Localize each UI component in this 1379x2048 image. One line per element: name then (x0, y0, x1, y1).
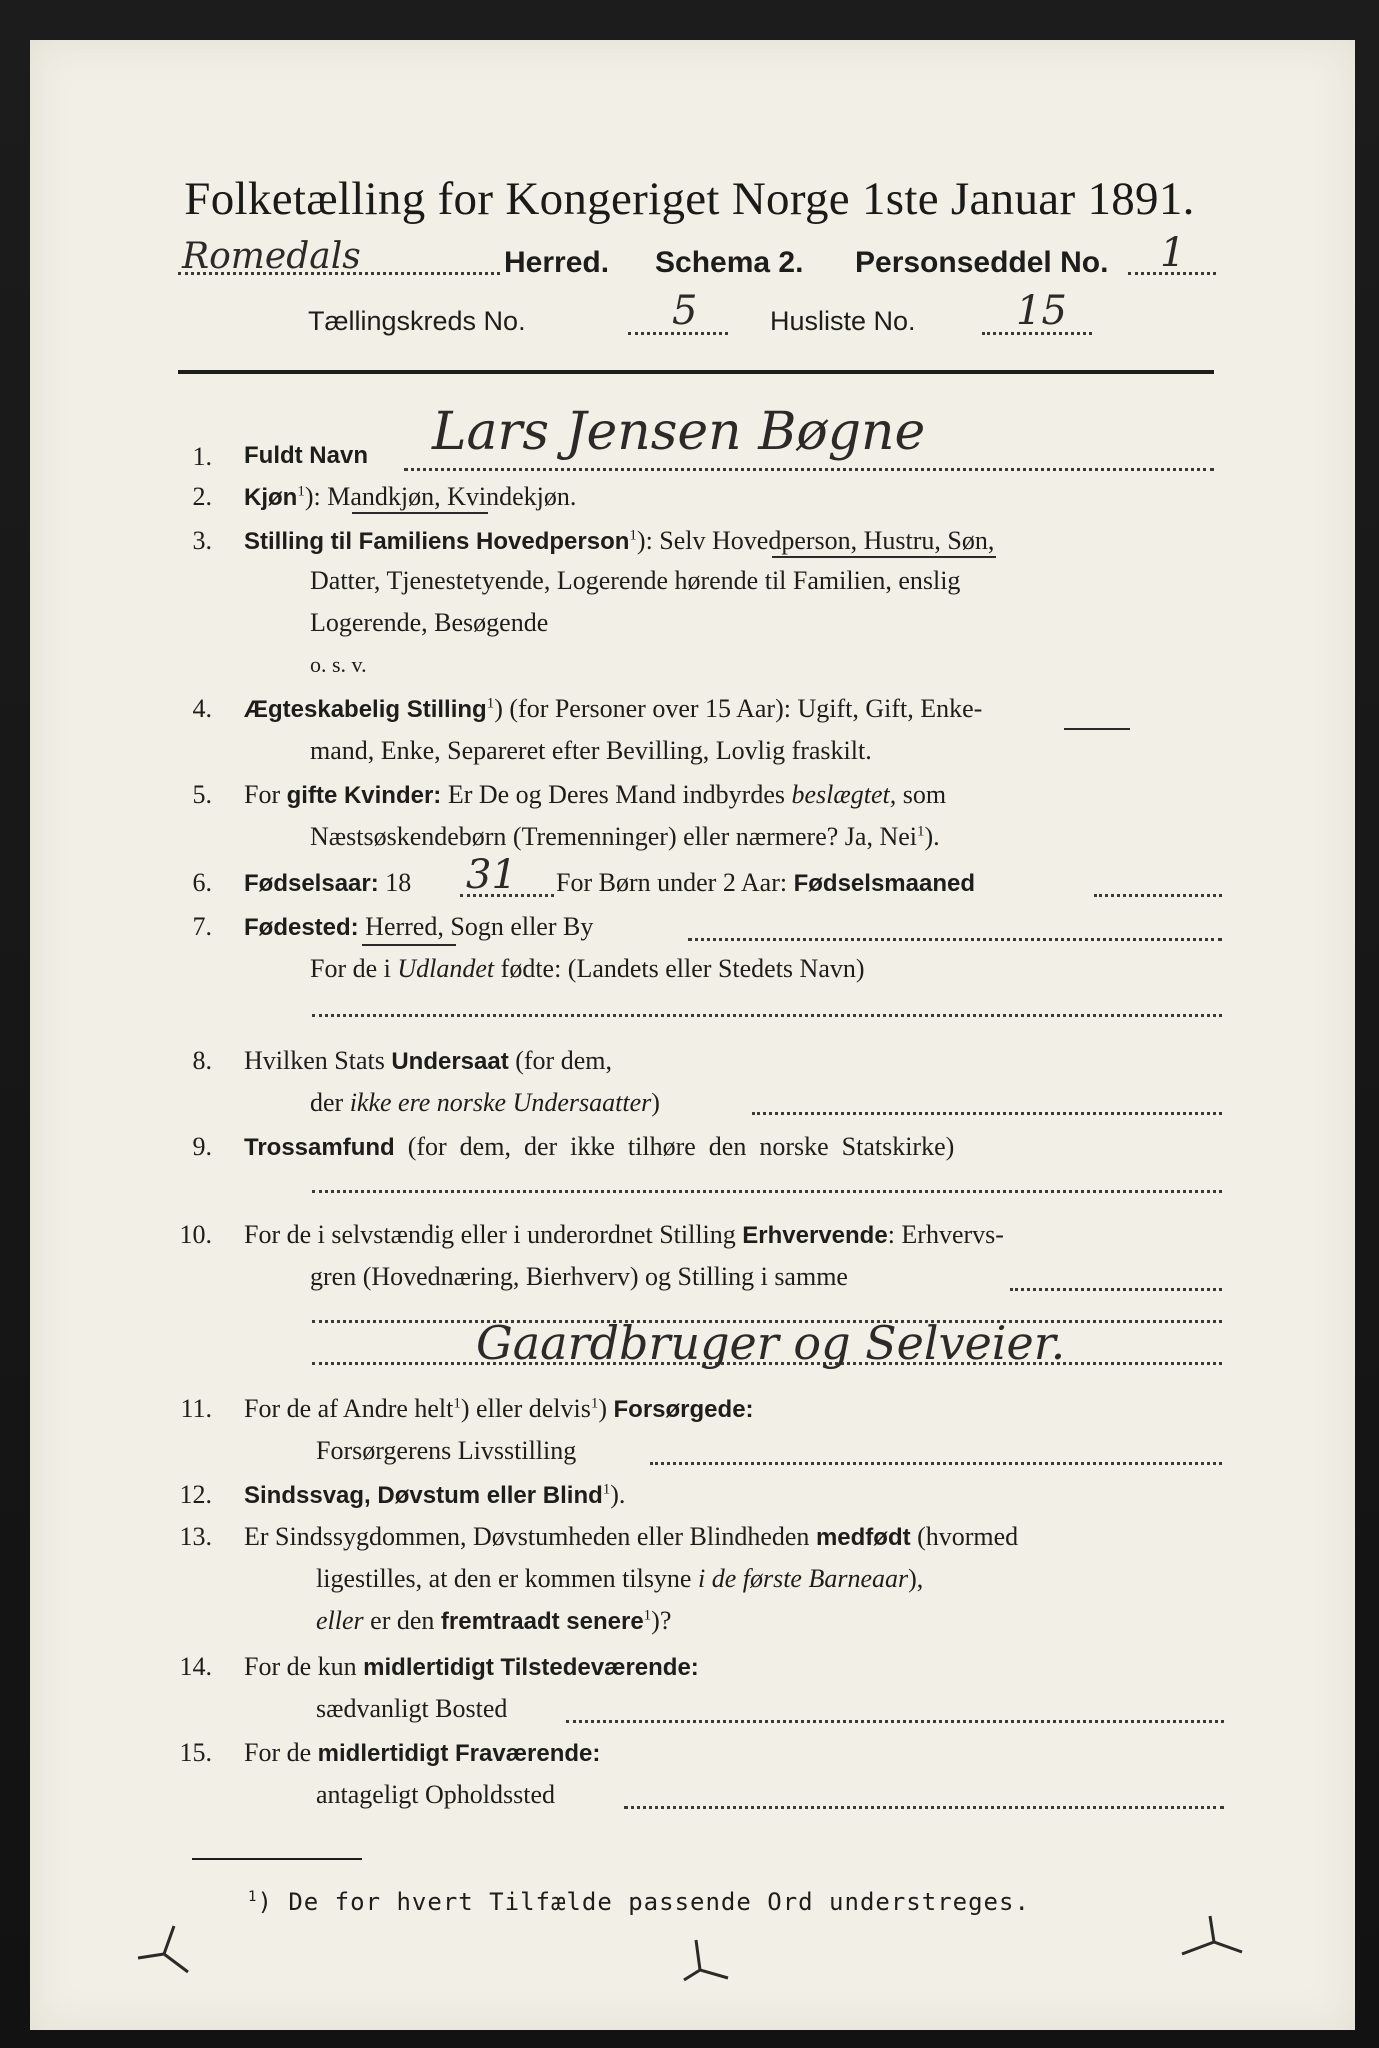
q13-sup: 1 (643, 1607, 652, 1624)
q13-line2-italic: i de første Barneaar (697, 1564, 909, 1593)
q4-line1 (244, 694, 982, 724)
q3-option-selected: Selv Hovedperson (659, 526, 851, 555)
q14-pre: For de kun (244, 1652, 364, 1681)
kreds-label: Tællingskreds No. (308, 306, 526, 336)
q6-number: 6. (192, 868, 212, 897)
q6-text: For Børn under 2 Aar: (556, 868, 794, 897)
q2-number: 2. (192, 482, 212, 511)
personseddel-label: Personseddel No. (855, 246, 1109, 279)
q14-label: midlertidigt Tilstedeværende: (363, 1654, 699, 1681)
q6-prefix: 18 (378, 868, 412, 897)
q7-line2-post: fødte: (Landets eller Stedets Navn) (494, 954, 865, 983)
q12-text: ). (610, 1480, 626, 1509)
q13-number: 13. (179, 1522, 212, 1551)
census-form-page (30, 40, 1355, 2030)
q9-line (244, 1132, 954, 1162)
q4-label: Ægteskabelig Stilling (244, 696, 487, 723)
q10-pre: For de i selvstændig eller i underordnet Stilling (244, 1220, 743, 1249)
q8-line2-italic: ikke ere norske Undersaatter (349, 1088, 652, 1117)
q4-rest: Enke- (913, 694, 983, 723)
q13-line3-post: )? (651, 1606, 672, 1635)
q5-line2 (310, 822, 940, 852)
q12-label: Sindssvag, Døvstum eller Blind (244, 1482, 603, 1509)
q14-line2: sædvanligt Bosted (316, 1694, 508, 1723)
q3-selected-underline (772, 556, 996, 558)
q1-label: Fuldt Navn (244, 442, 368, 469)
q3-label: Stilling til Familiens Hovedperson (244, 528, 630, 555)
q11-sup1: 1 (453, 1395, 461, 1412)
q8-line1 (244, 1046, 612, 1076)
q11-pre: For de af Andre helt (244, 1394, 454, 1423)
q4-selected-underline (1064, 728, 1130, 730)
header-rule (178, 370, 1214, 374)
q3-line1 (244, 526, 994, 556)
q9-number: 9. (192, 1132, 212, 1161)
q2-line (244, 482, 576, 512)
q1-dots (404, 468, 1214, 471)
q2-option-kvindekjon: , Kvindekjøn. (434, 482, 577, 511)
q3-line3: Logerende, Besøgende (310, 608, 549, 637)
q8-line2-pre: der (310, 1088, 350, 1117)
q8-number: 8. (192, 1046, 212, 1075)
q7-selected-underline (362, 944, 456, 946)
q8-text: (for dem, (508, 1046, 612, 1075)
q2-text: ): (304, 482, 328, 511)
q13-line3-pre: er den (363, 1606, 441, 1635)
q4-sup: 1 (486, 695, 495, 712)
footnote (248, 1888, 1030, 1916)
q13-line3 (316, 1606, 671, 1636)
q3-rest: , Hustru, Søn, (850, 526, 995, 555)
footnote-rule (192, 1858, 362, 1860)
q4-text: ) (for Personer over 15 Aar): Ugift, (494, 694, 866, 723)
q5-text2: som (896, 780, 947, 809)
q3-number: 3. (192, 526, 212, 555)
q14-line1 (244, 1652, 699, 1682)
q12-sup: 1 (602, 1481, 611, 1498)
footnote-text: ) De for hvert Tilfælde passende Ord understreges. (257, 1888, 1030, 1916)
corner-mark-left (130, 1918, 200, 1978)
q5-sup: 1 (917, 823, 925, 840)
q2-selected-underline (352, 512, 488, 514)
q10-line2: gren (Hovednæring, Bierhverv) og Stilling i samme (310, 1262, 848, 1291)
q13-line3-label: fremtraadt senere (440, 1608, 644, 1635)
q7-line2 (310, 954, 865, 984)
q10-value: Gaardbruger og Selveier. (476, 1316, 1066, 1370)
q7-number: 7. (192, 912, 212, 941)
q11-dots (650, 1462, 1222, 1465)
q7-option-selected: Herred, (365, 912, 444, 941)
q13-line2 (316, 1564, 923, 1594)
q15-number: 15. (179, 1738, 212, 1767)
q4-line2: mand, Enke, Separeret efter Bevilling, Lovlig fraskilt. (310, 736, 872, 765)
q11-line2: Forsørgerens Livsstilling (316, 1436, 577, 1465)
q7-text: Sogn eller By (443, 912, 594, 941)
q8-pre: Hvilken Stats (244, 1046, 392, 1075)
q2-sup: 1 (297, 483, 305, 500)
q11-sup2: 1 (590, 1395, 599, 1412)
q13-label: medfødt (815, 1524, 911, 1551)
footnote-sup: 1 (248, 1889, 258, 1905)
corner-mark-middle (676, 1934, 746, 1984)
q7-dots (688, 938, 1222, 941)
kreds-value: 5 (672, 288, 698, 334)
q12-line (244, 1480, 625, 1510)
q10-line2-dots (1010, 1288, 1222, 1291)
q2-label: Kjøn (244, 484, 298, 511)
q3-sup: 1 (629, 527, 637, 544)
q13-line1 (244, 1522, 1018, 1552)
q3-line2: Datter, Tjenestetyende, Logerende hørende til Familien, enslig (310, 566, 961, 595)
q5-number: 5. (192, 780, 212, 809)
q13-pre: Er Sindssygdommen, Døvstumheden eller Blindheden (244, 1522, 816, 1551)
q2-option-mandkjon: Mandkjøn (327, 482, 435, 511)
q7-answer-dots (312, 1014, 1222, 1017)
q5-line2-end: ). (924, 822, 940, 851)
q10-label: Erhvervende (742, 1222, 888, 1249)
q7-label: Fødested: (244, 914, 359, 941)
q3-line4: o. s. v. (310, 652, 367, 677)
q7-line2-italic: Udlandet (397, 954, 495, 983)
q11-number: 11. (180, 1394, 212, 1423)
schema-label: Schema 2. (655, 246, 804, 279)
q8-line2 (310, 1088, 660, 1118)
q8-line2-post: ) (651, 1088, 660, 1117)
q14-dots (566, 1720, 1224, 1723)
q9-label: Trossamfund (244, 1134, 395, 1161)
q6-month-dots (1094, 894, 1222, 897)
q5-text-italic: beslægtet, (791, 780, 897, 809)
q14-number: 14. (179, 1652, 212, 1681)
q6-label2: Fødselsmaaned (793, 870, 975, 897)
q11-mid: ) eller delvis (460, 1394, 591, 1423)
herred-value: Romedals (182, 236, 361, 277)
q13-text: (hvormed (910, 1522, 1019, 1551)
q5-line2-text: Næstsøskendebørn (Tremenninger) eller nærmere? Ja, Nei (310, 822, 917, 851)
q5-line1 (244, 780, 946, 810)
q8-label: Undersaat (391, 1048, 509, 1075)
q10-number: 10. (179, 1220, 212, 1249)
q4-option-selected: Gift, (865, 694, 914, 723)
q8-dots (752, 1112, 1222, 1115)
husliste-label: Husliste No. (770, 306, 916, 336)
q11-post: ) (598, 1394, 614, 1423)
q15-dots (624, 1806, 1224, 1809)
husliste-value: 15 (1016, 288, 1067, 334)
q6-label: Fødselsaar: (244, 870, 379, 897)
q11-line1 (244, 1394, 754, 1424)
q5-label: gifte Kvinder: (286, 782, 442, 809)
q7-line2-pre: For de i (310, 954, 398, 983)
q9-answer-dots (312, 1190, 1222, 1193)
q9-text: (for dem, der ikke tilhøre den norske Statskirke) (394, 1132, 955, 1161)
q13-line2-post: ), (908, 1564, 924, 1593)
q15-line1 (244, 1738, 600, 1768)
q7-line1 (244, 912, 593, 942)
q4-number: 4. (192, 694, 212, 723)
q6-line-rest (556, 868, 975, 898)
q10-line1 (244, 1220, 1004, 1250)
q1-number: 1. (192, 442, 212, 471)
personseddel-value: 1 (1160, 230, 1186, 276)
q13-line3-italic: eller (316, 1606, 364, 1635)
q5-label-pre: For (244, 780, 287, 809)
q15-label: midlertidigt Fraværende: (317, 1740, 601, 1767)
q6-value: 31 (466, 852, 517, 898)
q1-value: Lars Jensen Bøgne (432, 402, 926, 462)
q15-line2: antageligt Opholdssted (316, 1780, 556, 1809)
q12-number: 12. (179, 1480, 212, 1509)
form-title: Folketælling for Kongeriget Norge 1ste Januar 1891. (184, 173, 1195, 225)
q6-line (244, 868, 411, 898)
q13-line2-pre: ligestilles, at den er kommen tilsyne (316, 1564, 698, 1593)
q15-pre: For de (244, 1738, 318, 1767)
q5-text1: Er De og Deres Mand indbyrdes (441, 780, 792, 809)
corner-mark-right (1170, 1910, 1250, 1970)
q10-text: : Erhvervs- (887, 1220, 1004, 1249)
herred-label: Herred. (504, 246, 610, 279)
q11-label: Forsørgede: (613, 1396, 754, 1423)
q3-text: ): (636, 526, 660, 555)
